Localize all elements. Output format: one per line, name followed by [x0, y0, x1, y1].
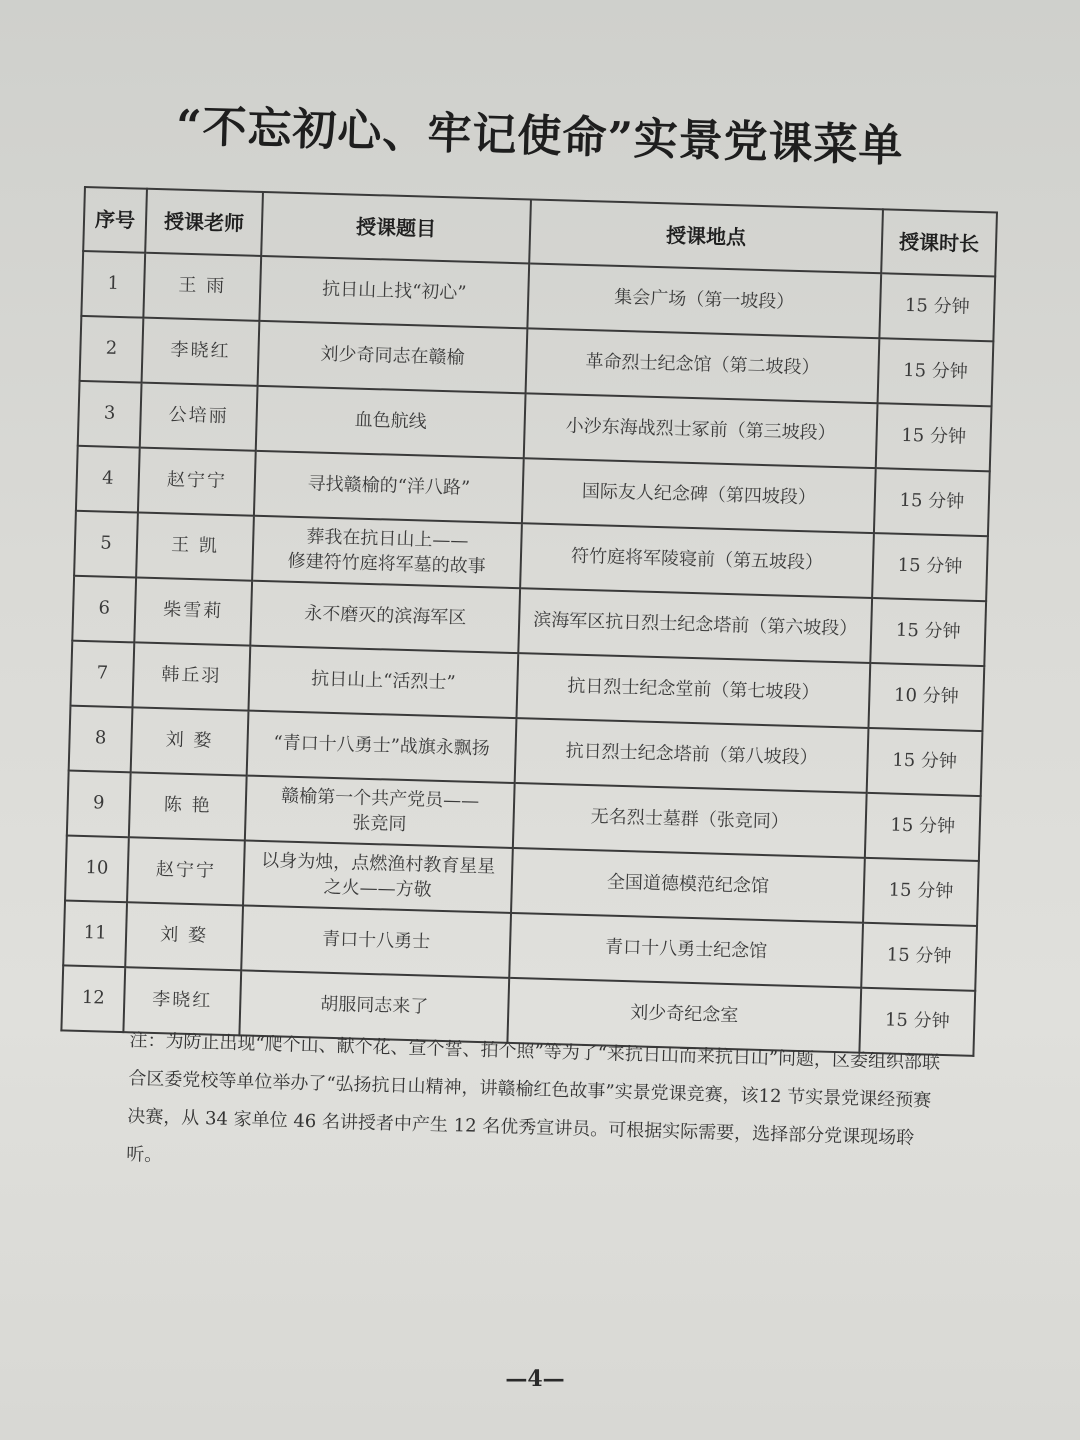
- cell-place: 全国道德模范纪念馆: [511, 848, 865, 923]
- header-topic: 授课题目: [261, 192, 531, 263]
- cell-place: 滨海军区抗日烈士纪念塔前（第六坡段）: [518, 588, 872, 663]
- cell-duration: 10 分钟: [868, 663, 984, 731]
- cell-teacher: 韩丘羽: [132, 642, 250, 710]
- cell-no: 6: [72, 576, 136, 643]
- cell-topic: 胡服同志来了: [239, 970, 509, 1042]
- cell-place: 青口十八勇士纪念馆: [509, 913, 863, 988]
- cell-topic: 寻找赣榆的“洋八路”: [254, 451, 524, 523]
- cell-teacher: 柴雪莉: [134, 577, 252, 645]
- cell-topic: 抗日山上“活烈士”: [248, 646, 518, 718]
- cell-teacher: 王 凯: [136, 513, 254, 581]
- cell-duration: 15 分钟: [861, 923, 977, 991]
- table-body: [61, 251, 995, 1056]
- cell-no: 2: [80, 316, 144, 383]
- cell-place: 符竹庭将军陵寝前（第五坡段）: [520, 523, 874, 598]
- cell-teacher: 陈 艳: [129, 772, 247, 840]
- cell-no: 3: [78, 381, 142, 448]
- cell-place: 刘少奇纪念室: [507, 978, 861, 1053]
- cell-no: 5: [74, 511, 138, 578]
- page-title: “不忘初心、牢记使命”实景党课菜单: [175, 100, 905, 173]
- cell-teacher: 刘 婺: [125, 902, 243, 970]
- cell-teacher: 赵宁宁: [127, 837, 245, 905]
- cell-place: 革命烈士纪念馆（第二坡段）: [526, 328, 880, 403]
- cell-topic: 赣榆第一个共产党员—— 张竞同: [245, 776, 515, 848]
- cell-teacher: 公培丽: [140, 383, 258, 451]
- cell-no: 1: [81, 251, 145, 318]
- lesson-menu-table-wrap: [60, 186, 996, 1057]
- header-duration: 授课时长: [881, 209, 997, 276]
- cell-place: 国际友人纪念碑（第四坡段）: [522, 458, 876, 533]
- cell-topic: 血色航线: [256, 386, 526, 458]
- cell-duration: 15 分钟: [870, 598, 986, 666]
- cell-topic: 以身为烛，点燃渔村教育星星 之火——方敬: [243, 840, 513, 912]
- page-number: —4—: [505, 1366, 565, 1392]
- cell-no: 7: [70, 641, 134, 708]
- cell-place: 集会广场（第一坡段）: [527, 263, 881, 338]
- cell-no: 4: [76, 446, 140, 513]
- cell-duration: 15 分钟: [874, 468, 990, 536]
- cell-topic: “青口十八勇士”战旗永飘扬: [247, 711, 517, 783]
- cell-duration: 15 分钟: [867, 728, 983, 796]
- cell-duration: 15 分钟: [863, 858, 979, 926]
- cell-duration: 15 分钟: [878, 338, 994, 406]
- cell-duration: 15 分钟: [872, 533, 988, 601]
- cell-place: 小沙东海战烈士冢前（第三坡段）: [524, 393, 878, 468]
- cell-topic: 葬我在抗日山上—— 修建符竹庭将军墓的故事: [252, 516, 522, 588]
- cell-duration: 15 分钟: [859, 988, 975, 1056]
- cell-no: 8: [69, 706, 133, 773]
- cell-no: 11: [63, 900, 127, 967]
- cell-duration: 15 分钟: [876, 403, 992, 471]
- cell-no: 10: [65, 836, 129, 903]
- cell-duration: 15 分钟: [879, 273, 995, 341]
- cell-place: 无名烈士墓群（张竞同）: [513, 783, 867, 858]
- cell-topic: 青口十八勇士: [241, 905, 511, 977]
- footnote: 注：为防止出现“爬个山、献个花、宣个誓、拍个照”等为了“来抗日山而来抗日山”问题，区委组织部联合区委党校等单位举办了“弘扬抗日山精神，讲赣榆红色故事”实景党课竞赛，该12 节实景党课经预赛决赛，从 34 家单位 46 名讲授者中产生 12 名优秀宣讲员。可根据实际需要，选择部分党课现场聆听。: [126, 1029, 941, 1166]
- cell-duration: 15 分钟: [865, 793, 981, 861]
- cell-no: 9: [67, 771, 131, 838]
- lesson-menu-table: [60, 186, 998, 1057]
- cell-teacher: 李晓红: [123, 967, 241, 1035]
- cell-teacher: 赵宁宁: [138, 448, 256, 516]
- cell-teacher: 王 雨: [143, 253, 261, 321]
- cell-topic: 抗日山上找“初心”: [259, 256, 529, 328]
- cell-topic: 永不磨灭的滨海军区: [250, 581, 520, 653]
- header-teacher: 授课老师: [145, 189, 263, 256]
- cell-place: 抗日烈士纪念塔前（第八坡段）: [515, 718, 869, 793]
- header-no: 序号: [83, 187, 147, 253]
- cell-teacher: 刘 婺: [131, 707, 249, 775]
- cell-no: 12: [61, 965, 125, 1032]
- cell-place: 抗日烈士纪念堂前（第七坡段）: [516, 653, 870, 728]
- header-place: 授课地点: [529, 199, 883, 273]
- cell-topic: 刘少奇同志在赣榆: [258, 321, 528, 393]
- cell-teacher: 李晓红: [142, 318, 260, 386]
